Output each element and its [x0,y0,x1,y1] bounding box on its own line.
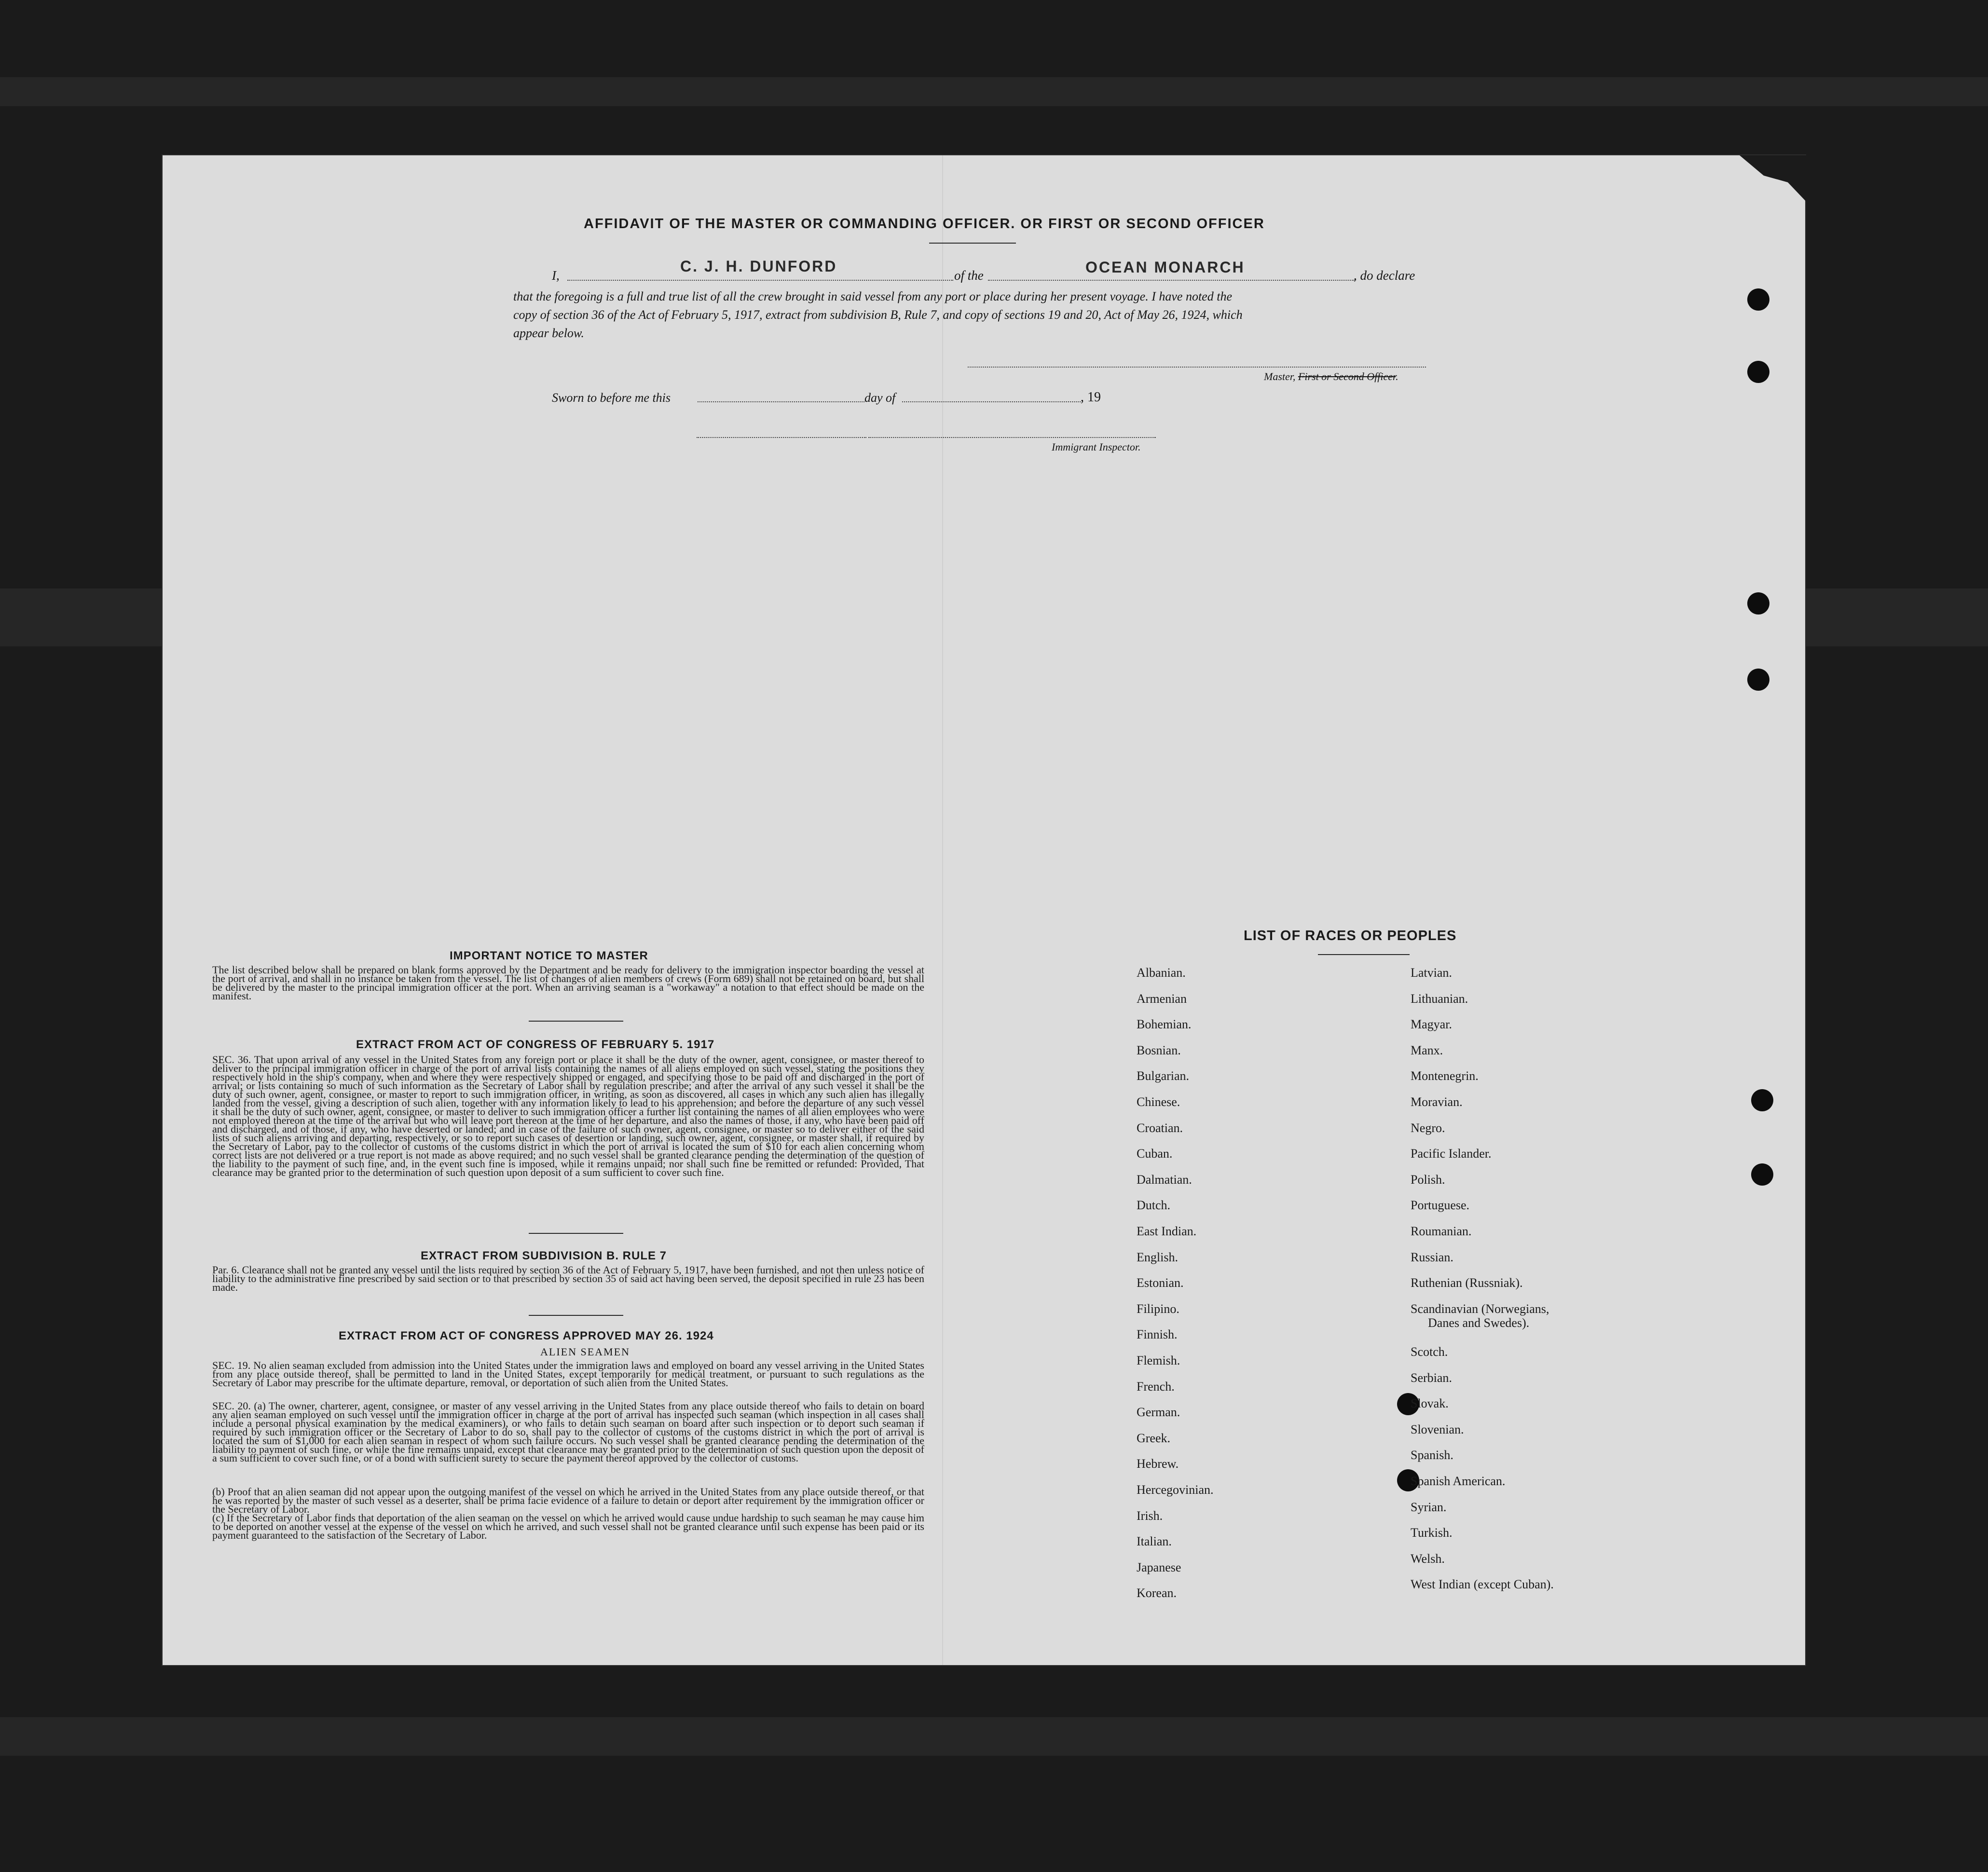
races-title: LIST OF RACES OR PEOPLES [1244,928,1457,943]
race-item: Irish. [1137,1509,1163,1523]
race-item: Bohemian. [1137,1017,1192,1031]
affidavit-body-line: that the foregoing is a full and true list of all the crew brought in said vessel from any port or place during her present voyage. I have noted the [513,289,1232,303]
race-item: Lithuanian. [1411,992,1468,1006]
punch-hole [1747,669,1769,691]
race-item: Chinese. [1137,1095,1180,1109]
extract-1924-subtitle: ALIEN SEAMEN [540,1346,630,1358]
race-item: Finnish. [1137,1327,1178,1341]
race-item: Flemish. [1137,1353,1180,1367]
punch-hole [1747,288,1769,311]
race-item: Slovak. [1411,1396,1449,1410]
race-item: Armenian [1137,992,1187,1006]
sec20a-text: SEC. 20. (a) The owner, charterer, agent, consignee, or master of any vessel arriving in the United States from any place outside thereof who fails to detain on board any alien seaman employed on such vessel until the immigration officer in charge at the port of arrival has inspected such seaman (which inspection in all cases shall include a personal physical examination by the medical examiners), or who fails to detain such seaman on board after such inspection or to deport such seaman if required by such immigration officer or the Secretary of Labor to do so, shall pay to the collector of customs of the customs district in which the port of arrival is located the sum of $1,000 for each alien seaman in respect of whom such failure occurs. No such vessel shall be granted clearance pending the determination of the liability to payment of such fine, or while the fine remains unpaid, except that clearance may be granted prior to the determination of such question upon the deposit of a sum sufficient to cover such fine, or of a bond with sufficient surety to secure the payment thereof approved by the collector of customs. [212,1400,924,1464]
day-of-label: day of [864,391,896,405]
sec19-text: SEC. 19. No alien seaman excluded from admission into the United States under the immigration laws and employed on board any vessel arriving in the United States from any place outside thereof, shall be permitted to land in the United States, except temporarily for medical treatment, or pursuant to such regulations as the Secretary of Labor may prescribe for the ultimate departure, removal, or deportation of such alien from the United States. [212,1359,924,1389]
race-item: Syrian. [1411,1500,1447,1514]
race-item: Scotch. [1411,1345,1448,1359]
scan-band [0,1717,1988,1756]
race-item: Croatian. [1137,1121,1183,1135]
race-item: Spanish American. [1411,1474,1506,1488]
race-item: Hercegovinian. [1137,1483,1214,1497]
race-item: West Indian (except Cuban). [1411,1577,1554,1591]
sworn-month-line [902,401,1081,402]
race-item: Hebrew. [1137,1457,1179,1471]
race-item: Turkish. [1411,1526,1453,1540]
extract-rule7-title: EXTRACT FROM SUBDIVISION B. RULE 7 [421,1249,667,1262]
race-item: English. [1137,1250,1178,1264]
master-name: C. J. H. DUNFORD [680,258,837,275]
punch-hole [1747,592,1769,615]
race-item: Dalmatian. [1137,1173,1192,1187]
race-item: Estonian. [1137,1276,1184,1290]
race-item: Cuban. [1137,1147,1173,1161]
sworn-day-line [698,401,864,402]
race-item: Albanian. [1137,966,1186,980]
race-item: Italian. [1137,1534,1172,1548]
race-item: French. [1137,1380,1175,1394]
punch-hole [1747,361,1769,383]
vessel-name: OCEAN MONARCH [1085,259,1245,276]
vessel-name-line [988,280,1355,281]
sec20c-text: (c) If the Secretary of Labor finds that deportation of the alien seaman on the vessel on which he arrived would cause undue hardship to such seaman he may cause him to be deported on another vessel at the expense of the vessel on which he arrived, and such vessel shall not be granted clearance until such expense has been paid or its payment guaranteed to the satisfaction of the Secretary of Labor. [212,1512,924,1541]
affidavit-body-line: copy of section 36 of the Act of February 5, 1917, extract from subdivision B, Rule 7, and copy of sections 19 and 20, Act of May 26, 1924, which [513,308,1243,322]
race-item: Slovenian. [1411,1422,1464,1436]
year-label: , 19 [1081,390,1101,405]
affidavit-body-line: appear below. [513,326,584,340]
inspector-caption: Immigrant Inspector. [1052,441,1141,453]
signature-caption-prefix: Master, [1264,370,1296,383]
extract-rule7-text: Par. 6. Clearance shall not be granted any vessel until the lists required by section 36 of the Act of February 5, 1917, have been furnished, and not then unless notice of liability to the administrative fine prescribed by said section or to that prescribed by section 35 of said act having been served, the deposit specified in rule 23 has been made. [212,1264,924,1293]
affidavit-body [513,287,1428,342]
signature-caption-suffix: . [1396,370,1398,383]
inspector-line [868,437,1156,438]
master-name-line [567,280,953,281]
signature-caption [1264,370,1398,383]
race-item: Portuguese. [1411,1198,1470,1212]
race-item: Ruthenian (Russniak). [1411,1276,1523,1290]
title-rule [929,243,1016,244]
race-item: Dutch. [1137,1198,1171,1212]
race-item: Negro. [1411,1121,1445,1135]
inspector-line [697,437,866,438]
races-title-rule [1318,954,1410,955]
race-item: Filipino. [1137,1302,1179,1316]
of-the-label: of the [954,268,984,283]
sec20b-text: (b) Proof that an alien seaman did not appear upon the outgoing manifest of the vessel on which he arrived in the United States from any place outside thereof, or that he was reported by the master of such vessel as a deserter, shall be prima facie evidence of a failure to detain or deport after requirement by the immigration officer or the Secretary of Labor. [212,1486,924,1515]
section-rule [529,1021,623,1022]
race-item: Bulgarian. [1137,1069,1190,1083]
do-declare: , do declare [1354,268,1415,283]
race-item: German. [1137,1405,1180,1419]
scan-band [0,77,1988,106]
race-item: Spanish. [1411,1448,1453,1462]
race-item: Montenegrin. [1411,1069,1479,1083]
extract-1924-title: EXTRACT FROM ACT OF CONGRESS APPROVED MAY 26. 1924 [339,1329,714,1342]
race-item: Danes and Swedes). [1428,1316,1530,1330]
notice-title: IMPORTANT NOTICE TO MASTER [450,949,648,962]
race-item: Scandinavian (Norwegians, [1411,1302,1549,1316]
extract-1917-title: EXTRACT FROM ACT OF CONGRESS OF FEBRUARY 5. 1917 [356,1038,715,1051]
master-signature-line [968,367,1426,368]
section-rule [529,1315,623,1316]
race-item: Latvian. [1411,966,1452,980]
race-item: Korean. [1137,1586,1177,1600]
race-item: Pacific Islander. [1411,1147,1492,1161]
race-item: Magyar. [1411,1017,1452,1031]
race-item: Serbian. [1411,1371,1452,1385]
race-item: Bosnian. [1137,1043,1181,1057]
affidavit-title: AFFIDAVIT OF THE MASTER OR COMMANDING OFFICER. OR FIRST OR SECOND OFFICER [584,216,1265,232]
race-item: Russian. [1411,1250,1453,1264]
race-item: East Indian. [1137,1224,1197,1238]
race-item: Welsh. [1411,1552,1445,1566]
race-item: Greek. [1137,1431,1171,1445]
section-rule [529,1233,623,1234]
race-item: Moravian. [1411,1095,1463,1109]
extract-1917-text: SEC. 36. That upon arrival of any vessel in the United States from any foreign port or place it shall be the duty of the owner, agent, consignee, or master thereof to deliver to the principal immigration officer in charge of the port of arrival lists containing the names of all aliens employed on such vessel, stating the positions they respectively hold in the ship's company, when and where they were respectively shipped or engaged, and specifying those to be paid off and discharged in the port of arrival; or lists containing so much of such information as the Secretary of Labor shall by regulation prescribe; and after the arrival of any such vessel it shall be the duty of such owner, agent, consignee, or master to report to such immigration officer, in writing, as soon as discovered, all cases in which any such alien has illegally landed from the vessel, giving a description of such alien, together with any information likely to lead to his apprehension; and before the departure of any such vessel it shall be the duty of such owner, agent, consignee, or master to deliver to such immigration officer a further list containing the names of all alien employees who were not employed thereon at the time of the arrival but who will leave port thereon at the time of her departure, and also the names of those, if any, who have been paid off and discharged, and of those, if any, who have deserted or landed; and in case of the failure of such owner, agent, consignee, or master so to deliver either of the said lists of such aliens arriving and departing, respectively, or so to report such cases of desertion or landing, such owner, agent, consignee, or master shall, if required by the Secretary of Labor, pay to the collector of customs of the customs district in which the port of arrival is located the sum of $10 for each alien concerning whom correct lists are not delivered or a true report is not made as above required; and no such vessel shall be granted clearance pending the determination of the question of the liability to the payment of such fine, and, in the event such fine is imposed, while it remains unpaid; nor shall such fine be remitted or refunded: Provided, That clearance may be granted prior to the determination of such question upon deposit of a sum sufficient to cover such fine. [212,1053,924,1178]
signature-caption-struck: First or Second Officer [1298,370,1396,383]
sworn-label: Sworn to before me this [552,391,671,405]
notice-text: The list described below shall be prepared on blank forms approved by the Department and be ready for delivery to the immigration inspector boarding the vessel at the port of arrival, and shall in no instance be taken from the vessel. The list of changes of alien members of crews (Form 689) shall not be retained on board, but shall be delivered by the master to the principal immigration officer at the port. When an arriving seaman is a "workaway" a notation to that effect should be made on the manifest. [212,964,924,1002]
punch-hole [1751,1089,1773,1111]
race-item: Polish. [1411,1173,1445,1187]
punch-hole [1751,1163,1773,1186]
race-item: Roumanian. [1411,1224,1472,1238]
fold-line [942,155,943,1665]
affidavit-i-label: I, [552,268,560,283]
race-item: Manx. [1411,1043,1443,1057]
race-item: Japanese [1137,1560,1181,1574]
